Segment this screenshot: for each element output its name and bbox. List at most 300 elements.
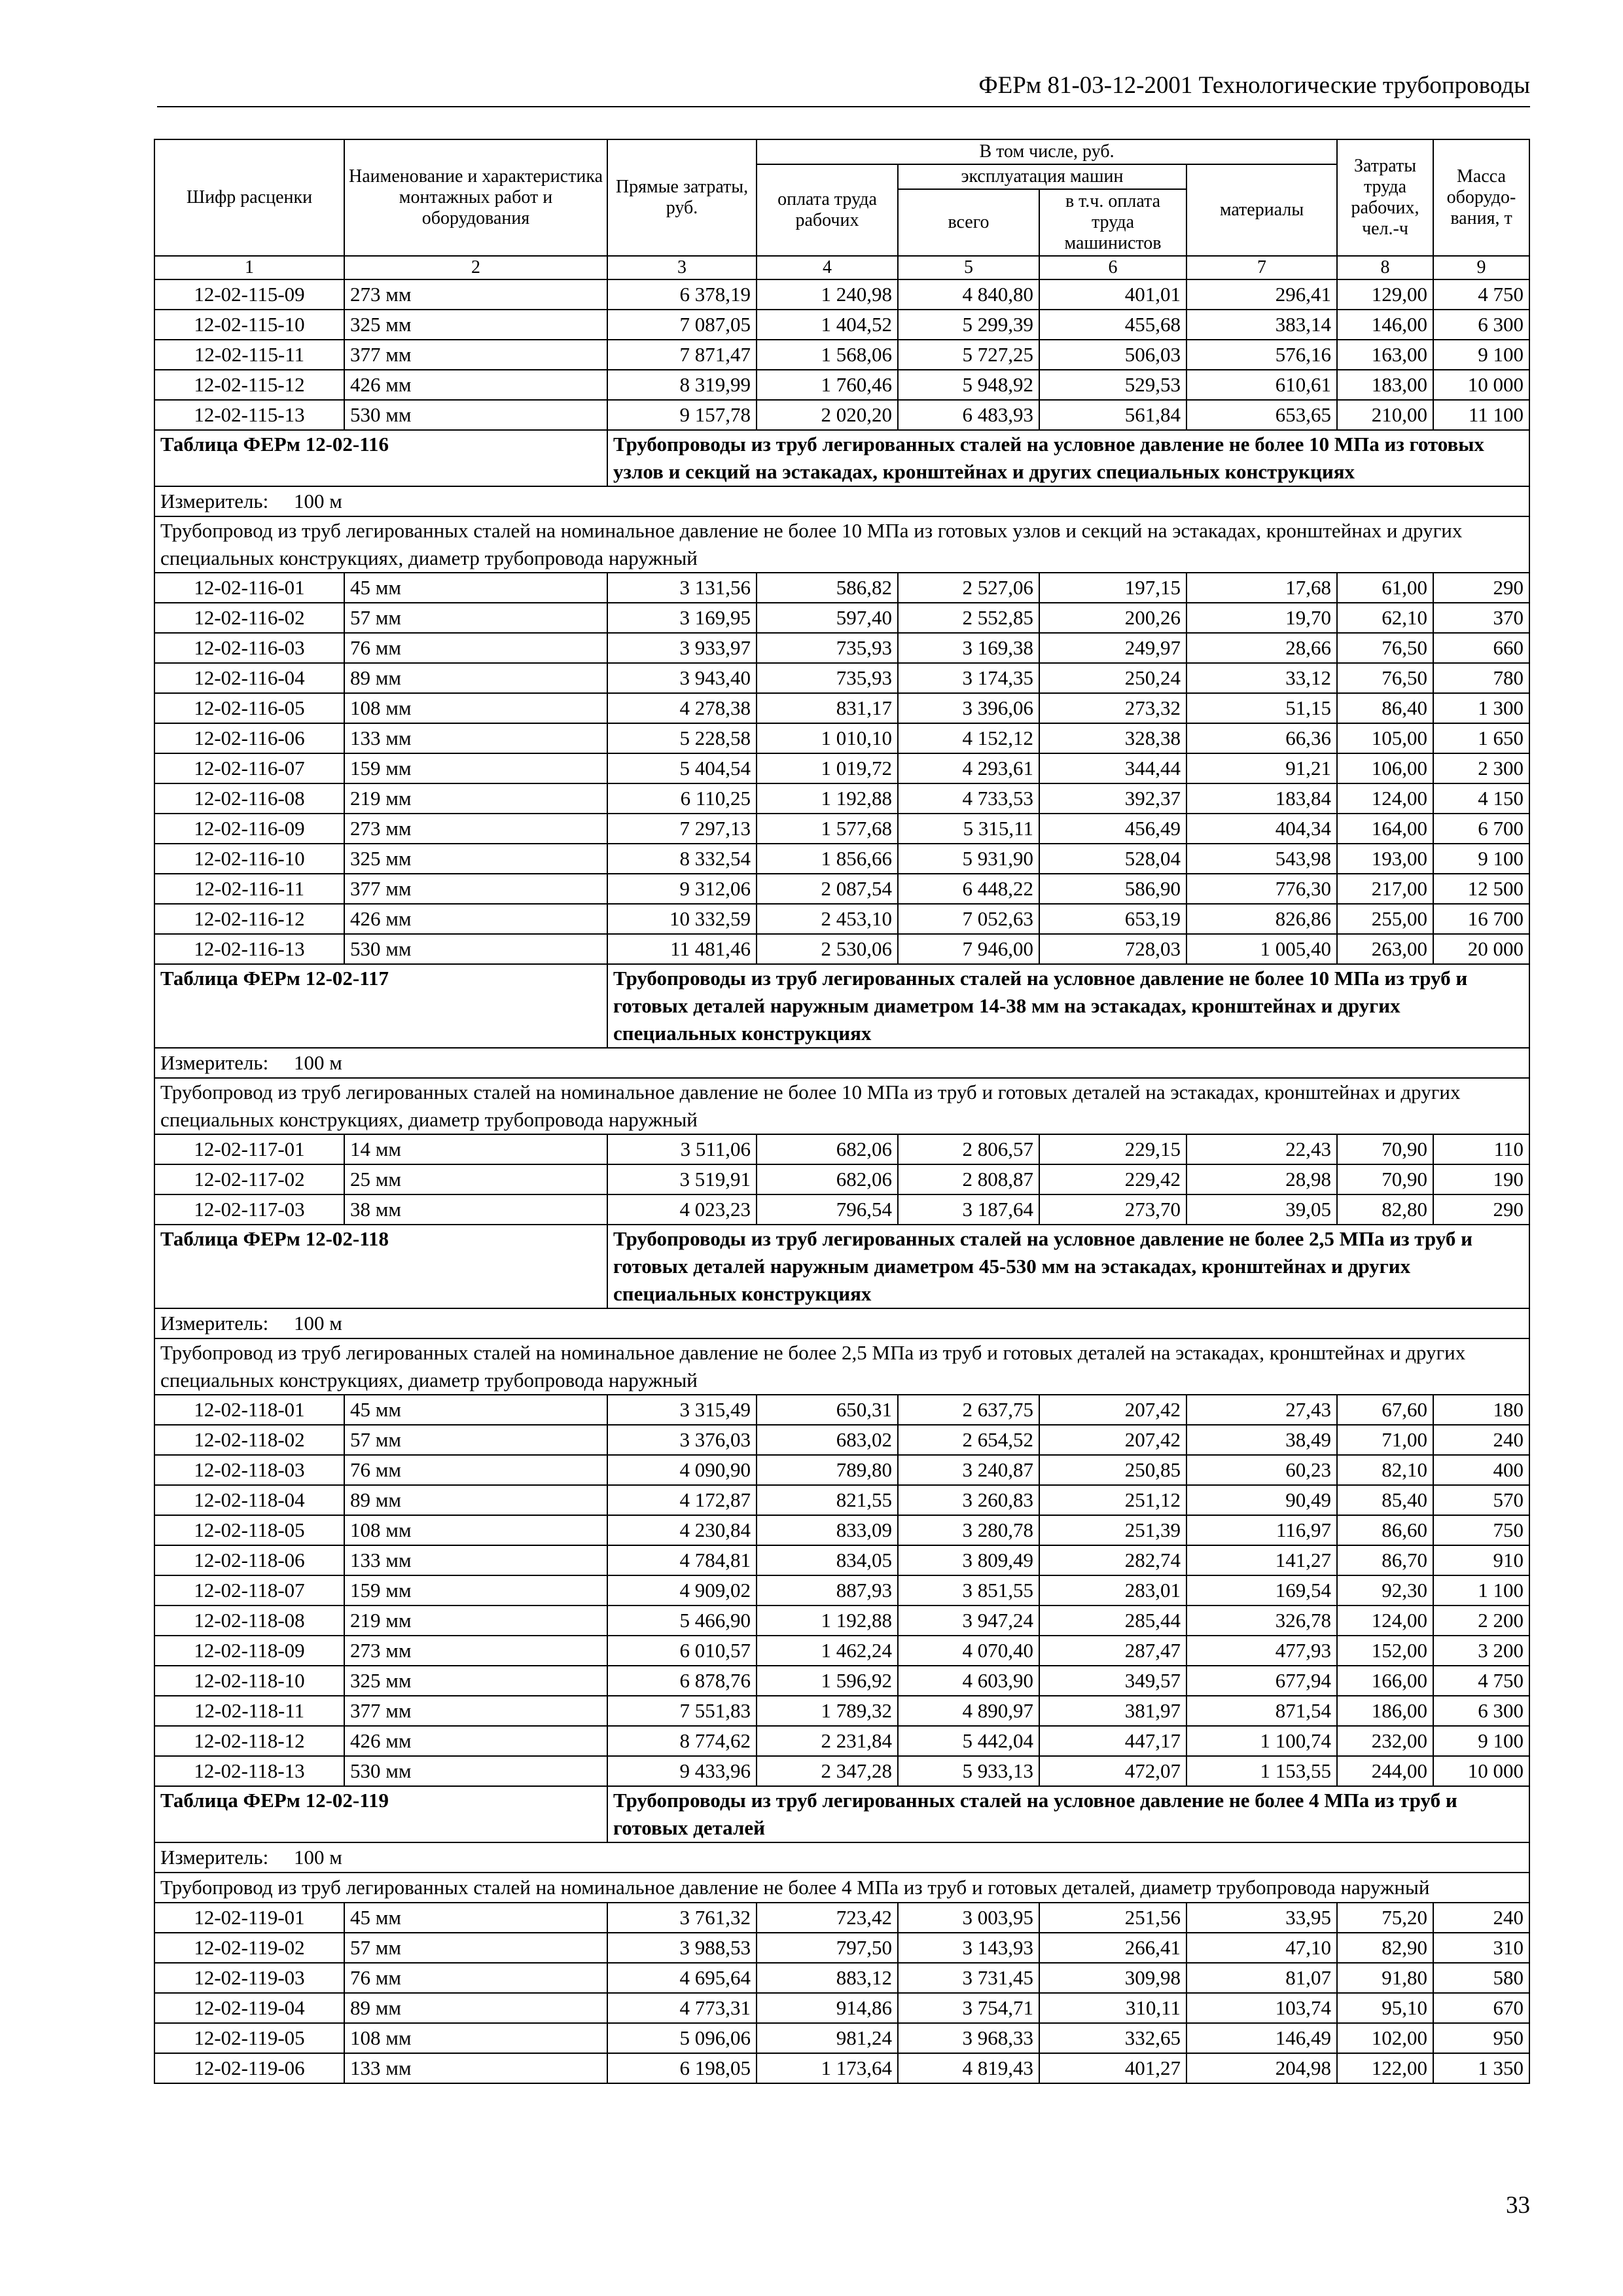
- block-115: [154, 279, 1529, 430]
- machines-total-cell: 6 483,93: [898, 400, 1039, 430]
- rate-code-cell: 12-02-117-03: [154, 1194, 344, 1225]
- labor-hours-cell: 82,10: [1337, 1455, 1433, 1485]
- rate-code-cell: 12-02-116-06: [154, 723, 344, 753]
- block-117: [154, 964, 1529, 1225]
- labor-hours-cell: 124,00: [1337, 1605, 1433, 1636]
- machines-total-cell: 2 637,75: [898, 1395, 1039, 1425]
- table-label: Таблица ФЕРм 12-02-117: [154, 964, 607, 1048]
- materials-cell: 39,05: [1186, 1194, 1337, 1225]
- machines-total-cell: 3 187,64: [898, 1194, 1039, 1225]
- labor-pay-cell: 650,31: [757, 1395, 898, 1425]
- machinist-pay-cell: 283,01: [1039, 1575, 1186, 1605]
- labor-hours-cell: 92,30: [1337, 1575, 1433, 1605]
- labor-pay-cell: 723,42: [757, 1903, 898, 1933]
- machines-total-cell: 4 733,53: [898, 783, 1039, 814]
- labor-hours-cell: 210,00: [1337, 400, 1433, 430]
- labor-hours-cell: 95,10: [1337, 1993, 1433, 2023]
- machines-total-cell: 2 527,06: [898, 573, 1039, 603]
- direct-cost-cell: 3 943,40: [607, 663, 757, 693]
- table-row: [154, 633, 1529, 663]
- labor-pay-cell: 1 192,88: [757, 783, 898, 814]
- labor-pay-cell: 1 404,52: [757, 310, 898, 340]
- machinist-pay-cell: 728,03: [1039, 934, 1186, 964]
- materials-cell: 326,78: [1186, 1605, 1337, 1636]
- materials-cell: 17,68: [1186, 573, 1337, 603]
- col-number: 6: [1039, 256, 1186, 279]
- mass-cell: 670: [1433, 1993, 1529, 2023]
- rate-code-cell: 12-02-118-10: [154, 1666, 344, 1696]
- machines-total-cell: 3 754,71: [898, 1993, 1039, 2023]
- table-row: [154, 1726, 1529, 1756]
- pipe-diameter-cell: 530 мм: [344, 934, 607, 964]
- table-row: [154, 1605, 1529, 1636]
- pipe-diameter-cell: 426 мм: [344, 1726, 607, 1756]
- table-row: [154, 310, 1529, 340]
- table-row: [154, 340, 1529, 370]
- direct-cost-cell: 10 332,59: [607, 904, 757, 934]
- direct-cost-cell: 9 157,78: [607, 400, 757, 430]
- pipe-diameter-cell: 426 мм: [344, 370, 607, 400]
- labor-hours-cell: 124,00: [1337, 783, 1433, 814]
- rate-code-cell: 12-02-116-02: [154, 603, 344, 633]
- materials-cell: 826,86: [1186, 904, 1337, 934]
- table-row: [154, 1134, 1529, 1164]
- direct-cost-cell: 6 198,05: [607, 2053, 757, 2083]
- labor-hours-cell: 129,00: [1337, 279, 1433, 310]
- rate-code-cell: 12-02-118-08: [154, 1605, 344, 1636]
- table-row: [154, 2053, 1529, 2083]
- machinist-pay-cell: 285,44: [1039, 1605, 1186, 1636]
- labor-pay-cell: 1 010,10: [757, 723, 898, 753]
- machinist-pay-cell: 401,27: [1039, 2053, 1186, 2083]
- direct-cost-cell: 6 878,76: [607, 1666, 757, 1696]
- col-header-code: Шифр расценки: [154, 139, 344, 256]
- direct-cost-cell: 4 090,90: [607, 1455, 757, 1485]
- machinist-pay-cell: 266,41: [1039, 1933, 1186, 1963]
- description: Трубопровод из труб легированных сталей на номинальное давление не более 4 МПа из труб и готовых деталей, диаметр трубопровода наружный: [154, 1873, 1529, 1903]
- rate-code-cell: 12-02-117-02: [154, 1164, 344, 1194]
- direct-cost-cell: 3 169,95: [607, 603, 757, 633]
- col-number: 5: [898, 256, 1039, 279]
- machines-total-cell: 2 806,57: [898, 1134, 1039, 1164]
- materials-cell: 404,34: [1186, 814, 1337, 844]
- rate-code-cell: 12-02-115-11: [154, 340, 344, 370]
- direct-cost-cell: 4 773,31: [607, 1993, 757, 2023]
- direct-cost-cell: 3 511,06: [607, 1134, 757, 1164]
- machines-total-cell: 4 890,97: [898, 1696, 1039, 1726]
- labor-hours-cell: 86,60: [1337, 1515, 1433, 1545]
- pipe-diameter-cell: 38 мм: [344, 1194, 607, 1225]
- labor-hours-cell: 62,10: [1337, 603, 1433, 633]
- pipe-diameter-cell: 14 мм: [344, 1134, 607, 1164]
- labor-hours-cell: 67,60: [1337, 1395, 1433, 1425]
- machinist-pay-cell: 349,57: [1039, 1666, 1186, 1696]
- rate-code-cell: 12-02-118-03: [154, 1455, 344, 1485]
- mass-cell: 910: [1433, 1545, 1529, 1575]
- direct-cost-cell: 8 319,99: [607, 370, 757, 400]
- mass-cell: 950: [1433, 2023, 1529, 2053]
- mass-cell: 9 100: [1433, 340, 1529, 370]
- machinist-pay-cell: 529,53: [1039, 370, 1186, 400]
- machines-total-cell: 3 143,93: [898, 1933, 1039, 1963]
- rate-code-cell: 12-02-118-09: [154, 1636, 344, 1666]
- direct-cost-cell: 7 871,47: [607, 340, 757, 370]
- pipe-diameter-cell: 377 мм: [344, 874, 607, 904]
- table-label: Таблица ФЕРм 12-02-116: [154, 430, 607, 486]
- table-row: [154, 1756, 1529, 1786]
- materials-cell: 66,36: [1186, 723, 1337, 753]
- direct-cost-cell: 4 172,87: [607, 1485, 757, 1515]
- table-row: [154, 1455, 1529, 1485]
- col-header-labor-pay: оплата труда рабочих: [757, 164, 898, 256]
- labor-pay-cell: 2 453,10: [757, 904, 898, 934]
- mass-cell: 10 000: [1433, 1756, 1529, 1786]
- rate-code-cell: 12-02-118-01: [154, 1395, 344, 1425]
- labor-hours-cell: 217,00: [1337, 874, 1433, 904]
- pipe-diameter-cell: 57 мм: [344, 1425, 607, 1455]
- labor-pay-cell: 1 760,46: [757, 370, 898, 400]
- materials-cell: 776,30: [1186, 874, 1337, 904]
- labor-pay-cell: 1 596,92: [757, 1666, 898, 1696]
- materials-cell: 610,61: [1186, 370, 1337, 400]
- table-title: Трубопроводы из труб легированных сталей на условное давление не более 2,5 МПа из труб и готовых деталей наружным диаметром 45-530 мм на эстакадах, кронштейнах и других специальных конструкциях: [607, 1225, 1529, 1308]
- pipe-diameter-cell: 76 мм: [344, 1455, 607, 1485]
- rate-code-cell: 12-02-116-01: [154, 573, 344, 603]
- table-row: [154, 1666, 1529, 1696]
- mass-cell: 1 350: [1433, 2053, 1529, 2083]
- direct-cost-cell: 6 110,25: [607, 783, 757, 814]
- measure-label: Измеритель:: [160, 490, 269, 512]
- direct-cost-cell: 4 695,64: [607, 1963, 757, 1993]
- table-row: [154, 2023, 1529, 2053]
- direct-cost-cell: 4 230,84: [607, 1515, 757, 1545]
- labor-hours-cell: 86,70: [1337, 1545, 1433, 1575]
- direct-cost-cell: 4 909,02: [607, 1575, 757, 1605]
- materials-cell: 871,54: [1186, 1696, 1337, 1726]
- table-row: [154, 1963, 1529, 1993]
- labor-hours-cell: 86,40: [1337, 693, 1433, 723]
- mass-cell: 110: [1433, 1134, 1529, 1164]
- machines-total-cell: 4 152,12: [898, 723, 1039, 753]
- labor-hours-cell: 183,00: [1337, 370, 1433, 400]
- table-row: [154, 904, 1529, 934]
- direct-cost-cell: 7 297,13: [607, 814, 757, 844]
- rate-code-cell: 12-02-118-12: [154, 1726, 344, 1756]
- pipe-diameter-cell: 45 мм: [344, 1395, 607, 1425]
- direct-cost-cell: 9 433,96: [607, 1756, 757, 1786]
- labor-pay-cell: 1 240,98: [757, 279, 898, 310]
- pipe-diameter-cell: 426 мм: [344, 904, 607, 934]
- labor-hours-cell: 82,80: [1337, 1194, 1433, 1225]
- machinist-pay-cell: 401,01: [1039, 279, 1186, 310]
- header-rule: [157, 106, 1530, 107]
- machinist-pay-cell: 229,15: [1039, 1134, 1186, 1164]
- materials-cell: 204,98: [1186, 2053, 1337, 2083]
- table-row: [154, 874, 1529, 904]
- col-number: 4: [757, 256, 898, 279]
- rate-code-cell: 12-02-116-11: [154, 874, 344, 904]
- machines-total-cell: 5 727,25: [898, 340, 1039, 370]
- column-numbers-row: [154, 256, 1529, 279]
- labor-hours-cell: 102,00: [1337, 2023, 1433, 2053]
- labor-pay-cell: 821,55: [757, 1485, 898, 1515]
- table-row: [154, 1164, 1529, 1194]
- rate-code-cell: 12-02-118-11: [154, 1696, 344, 1726]
- machines-total-cell: 3 947,24: [898, 1605, 1039, 1636]
- mass-cell: 6 300: [1433, 310, 1529, 340]
- mass-cell: 370: [1433, 603, 1529, 633]
- pipe-diameter-cell: 133 мм: [344, 1545, 607, 1575]
- running-header: ФЕРм 81-03-12-2001 Технологические трубопроводы: [978, 72, 1530, 99]
- block-118: [154, 1225, 1529, 1786]
- labor-pay-cell: 682,06: [757, 1164, 898, 1194]
- table-title: Трубопроводы из труб легированных сталей на условное давление не более 4 МПа из труб и готовых деталей: [607, 1786, 1529, 1842]
- labor-pay-cell: 1 577,68: [757, 814, 898, 844]
- machinist-pay-cell: 249,97: [1039, 633, 1186, 663]
- mass-cell: 1 100: [1433, 1575, 1529, 1605]
- labor-hours-cell: 193,00: [1337, 844, 1433, 874]
- mass-cell: 6 700: [1433, 814, 1529, 844]
- materials-cell: 51,15: [1186, 693, 1337, 723]
- machinist-pay-cell: 310,11: [1039, 1993, 1186, 2023]
- table-row: [154, 723, 1529, 753]
- mass-cell: 12 500: [1433, 874, 1529, 904]
- machines-total-cell: 3 731,45: [898, 1963, 1039, 1993]
- machinist-pay-cell: 328,38: [1039, 723, 1186, 753]
- description: Трубопровод из труб легированных сталей на номинальное давление не более 2,5 МПа из труб и готовых деталей на эстакадах, кронштейнах и других специальных конструкциях, диаметр трубопровода наружный: [154, 1338, 1529, 1395]
- pipe-diameter-cell: 57 мм: [344, 1933, 607, 1963]
- machines-total-cell: 4 603,90: [898, 1666, 1039, 1696]
- mass-cell: 6 300: [1433, 1696, 1529, 1726]
- labor-pay-cell: 1 192,88: [757, 1605, 898, 1636]
- rate-code-cell: 12-02-116-08: [154, 783, 344, 814]
- pipe-diameter-cell: 45 мм: [344, 573, 607, 603]
- labor-pay-cell: 831,17: [757, 693, 898, 723]
- materials-cell: 19,70: [1186, 603, 1337, 633]
- rate-code-cell: 12-02-116-13: [154, 934, 344, 964]
- machinist-pay-cell: 344,44: [1039, 753, 1186, 783]
- table-row: [154, 1696, 1529, 1726]
- rate-code-cell: 12-02-118-06: [154, 1545, 344, 1575]
- machines-total-cell: 5 315,11: [898, 814, 1039, 844]
- mass-cell: 4 750: [1433, 1666, 1529, 1696]
- mass-cell: 240: [1433, 1903, 1529, 1933]
- machines-total-cell: 3 003,95: [898, 1903, 1039, 1933]
- table-row: [154, 844, 1529, 874]
- col-header-name: Наименование и характеристика монтажных работ и оборудования: [344, 139, 607, 256]
- mass-cell: 240: [1433, 1425, 1529, 1455]
- col-number: 8: [1337, 256, 1433, 279]
- pipe-diameter-cell: 89 мм: [344, 1485, 607, 1515]
- mass-cell: 9 100: [1433, 1726, 1529, 1756]
- machines-total-cell: 7 052,63: [898, 904, 1039, 934]
- mass-cell: 660: [1433, 633, 1529, 663]
- materials-cell: 103,74: [1186, 1993, 1337, 2023]
- machinist-pay-cell: 447,17: [1039, 1726, 1186, 1756]
- pipe-diameter-cell: 159 мм: [344, 1575, 607, 1605]
- machinist-pay-cell: 273,32: [1039, 693, 1186, 723]
- direct-cost-cell: 3 988,53: [607, 1933, 757, 1963]
- labor-hours-cell: 186,00: [1337, 1696, 1433, 1726]
- machinist-pay-cell: 332,65: [1039, 2023, 1186, 2053]
- direct-cost-cell: 7 551,83: [607, 1696, 757, 1726]
- materials-cell: 28,66: [1186, 633, 1337, 663]
- rate-code-cell: 12-02-115-13: [154, 400, 344, 430]
- mass-cell: 310: [1433, 1933, 1529, 1963]
- labor-hours-cell: 70,90: [1337, 1164, 1433, 1194]
- machines-total-cell: 3 809,49: [898, 1545, 1039, 1575]
- materials-cell: 543,98: [1186, 844, 1337, 874]
- mass-cell: 2 300: [1433, 753, 1529, 783]
- machinist-pay-cell: 653,19: [1039, 904, 1186, 934]
- mass-cell: 20 000: [1433, 934, 1529, 964]
- direct-cost-cell: 3 761,32: [607, 1903, 757, 1933]
- labor-hours-cell: 122,00: [1337, 2053, 1433, 2083]
- table-row: [154, 1636, 1529, 1666]
- pipe-diameter-cell: 76 мм: [344, 633, 607, 663]
- machinist-pay-cell: 229,42: [1039, 1164, 1186, 1194]
- rate-code-cell: 12-02-118-13: [154, 1756, 344, 1786]
- mass-cell: 400: [1433, 1455, 1529, 1485]
- machinist-pay-cell: 287,47: [1039, 1636, 1186, 1666]
- labor-pay-cell: 834,05: [757, 1545, 898, 1575]
- materials-cell: 47,10: [1186, 1933, 1337, 1963]
- machinist-pay-cell: 561,84: [1039, 400, 1186, 430]
- labor-pay-cell: 1 173,64: [757, 2053, 898, 2083]
- pipe-diameter-cell: 133 мм: [344, 723, 607, 753]
- table-label: Таблица ФЕРм 12-02-119: [154, 1786, 607, 1842]
- labor-pay-cell: 735,93: [757, 633, 898, 663]
- labor-hours-cell: 163,00: [1337, 340, 1433, 370]
- table-row: [154, 400, 1529, 430]
- machinist-pay-cell: 250,85: [1039, 1455, 1186, 1485]
- measure-line: [154, 1842, 1529, 1873]
- rate-code-cell: 12-02-116-10: [154, 844, 344, 874]
- col-header-mass: Масса оборудо-вания, т: [1433, 139, 1529, 256]
- col-number: 9: [1433, 256, 1529, 279]
- direct-cost-cell: 4 023,23: [607, 1194, 757, 1225]
- machinist-pay-cell: 282,74: [1039, 1545, 1186, 1575]
- table-row: [154, 1485, 1529, 1515]
- materials-cell: 183,84: [1186, 783, 1337, 814]
- measure-value: 100 м: [293, 1051, 342, 1074]
- mass-cell: 290: [1433, 573, 1529, 603]
- rate-code-cell: 12-02-118-02: [154, 1425, 344, 1455]
- labor-hours-cell: 244,00: [1337, 1756, 1433, 1786]
- block-116: [154, 430, 1529, 964]
- machines-total-cell: 4 840,80: [898, 279, 1039, 310]
- machines-total-cell: 3 260,83: [898, 1485, 1039, 1515]
- table-row: [154, 1993, 1529, 2023]
- labor-pay-cell: 914,86: [757, 1993, 898, 2023]
- table-row: [154, 1903, 1529, 1933]
- machinist-pay-cell: 472,07: [1039, 1756, 1186, 1786]
- col-header-machines-pay: в т.ч. оплата труда машинистов: [1039, 189, 1186, 256]
- direct-cost-cell: 5 096,06: [607, 2023, 757, 2053]
- labor-hours-cell: 71,00: [1337, 1425, 1433, 1455]
- table-row: [154, 783, 1529, 814]
- table-row: [154, 1425, 1529, 1455]
- mass-cell: 2 200: [1433, 1605, 1529, 1636]
- labor-pay-cell: 1 568,06: [757, 340, 898, 370]
- machines-total-cell: 4 293,61: [898, 753, 1039, 783]
- pipe-diameter-cell: 273 мм: [344, 1636, 607, 1666]
- mass-cell: 190: [1433, 1164, 1529, 1194]
- direct-cost-cell: 3 376,03: [607, 1425, 757, 1455]
- labor-pay-cell: 2 530,06: [757, 934, 898, 964]
- machines-total-cell: 5 442,04: [898, 1726, 1039, 1756]
- machinist-pay-cell: 207,42: [1039, 1395, 1186, 1425]
- labor-pay-cell: 2 087,54: [757, 874, 898, 904]
- pipe-diameter-cell: 108 мм: [344, 1515, 607, 1545]
- col-number: 1: [154, 256, 344, 279]
- labor-pay-cell: 683,02: [757, 1425, 898, 1455]
- measure-label: Измеритель:: [160, 1846, 269, 1869]
- table-title: Трубопроводы из труб легированных сталей на условное давление не более 10 МПа из труб и готовых деталей наружным диаметром 14-38 мм на эстакадах, кронштейнах и других специальных конструкциях: [607, 964, 1529, 1048]
- table-row: [154, 1575, 1529, 1605]
- pipe-diameter-cell: 325 мм: [344, 310, 607, 340]
- pipe-diameter-cell: 219 мм: [344, 1605, 607, 1636]
- measure-label: Измеритель:: [160, 1051, 269, 1074]
- machinist-pay-cell: 251,12: [1039, 1485, 1186, 1515]
- labor-hours-cell: 106,00: [1337, 753, 1433, 783]
- pipe-diameter-cell: 377 мм: [344, 340, 607, 370]
- materials-cell: 116,97: [1186, 1515, 1337, 1545]
- labor-pay-cell: 797,50: [757, 1933, 898, 1963]
- table-label: Таблица ФЕРм 12-02-118: [154, 1225, 607, 1308]
- direct-cost-cell: 5 466,90: [607, 1605, 757, 1636]
- labor-pay-cell: 796,54: [757, 1194, 898, 1225]
- block-119: [154, 1786, 1529, 2083]
- direct-cost-cell: 3 315,49: [607, 1395, 757, 1425]
- pipe-diameter-cell: 159 мм: [344, 753, 607, 783]
- labor-pay-cell: 597,40: [757, 603, 898, 633]
- rate-code-cell: 12-02-118-07: [154, 1575, 344, 1605]
- mass-cell: 1 650: [1433, 723, 1529, 753]
- materials-cell: 28,98: [1186, 1164, 1337, 1194]
- materials-cell: 1 005,40: [1186, 934, 1337, 964]
- direct-cost-cell: 6 378,19: [607, 279, 757, 310]
- machinist-pay-cell: 381,97: [1039, 1696, 1186, 1726]
- table-row: [154, 573, 1529, 603]
- rate-code-cell: 12-02-119-03: [154, 1963, 344, 1993]
- rate-code-cell: 12-02-119-06: [154, 2053, 344, 2083]
- machines-total-cell: 6 448,22: [898, 874, 1039, 904]
- materials-cell: 91,21: [1186, 753, 1337, 783]
- table-row: [154, 1194, 1529, 1225]
- pipe-diameter-cell: 325 мм: [344, 844, 607, 874]
- pipe-diameter-cell: 89 мм: [344, 1993, 607, 2023]
- machines-total-cell: 7 946,00: [898, 934, 1039, 964]
- labor-hours-cell: 91,80: [1337, 1963, 1433, 1993]
- measure-value: 100 м: [293, 490, 342, 512]
- labor-hours-cell: 76,50: [1337, 633, 1433, 663]
- machines-total-cell: 3 851,55: [898, 1575, 1039, 1605]
- table-row: [154, 693, 1529, 723]
- table-row: [154, 1933, 1529, 1963]
- machinist-pay-cell: 309,98: [1039, 1963, 1186, 1993]
- materials-cell: 60,23: [1186, 1455, 1337, 1485]
- mass-cell: 580: [1433, 1963, 1529, 1993]
- labor-hours-cell: 61,00: [1337, 573, 1433, 603]
- machines-total-cell: 3 240,87: [898, 1455, 1039, 1485]
- mass-cell: 780: [1433, 663, 1529, 693]
- mass-cell: 4 750: [1433, 279, 1529, 310]
- pipe-diameter-cell: 108 мм: [344, 693, 607, 723]
- materials-cell: 141,27: [1186, 1545, 1337, 1575]
- labor-pay-cell: 833,09: [757, 1515, 898, 1545]
- description: Трубопровод из труб легированных сталей на номинальное давление не более 10 МПа из труб и готовых деталей на эстакадах, кронштейнах и других специальных конструкциях, диаметр трубопровода наружный: [154, 1078, 1529, 1134]
